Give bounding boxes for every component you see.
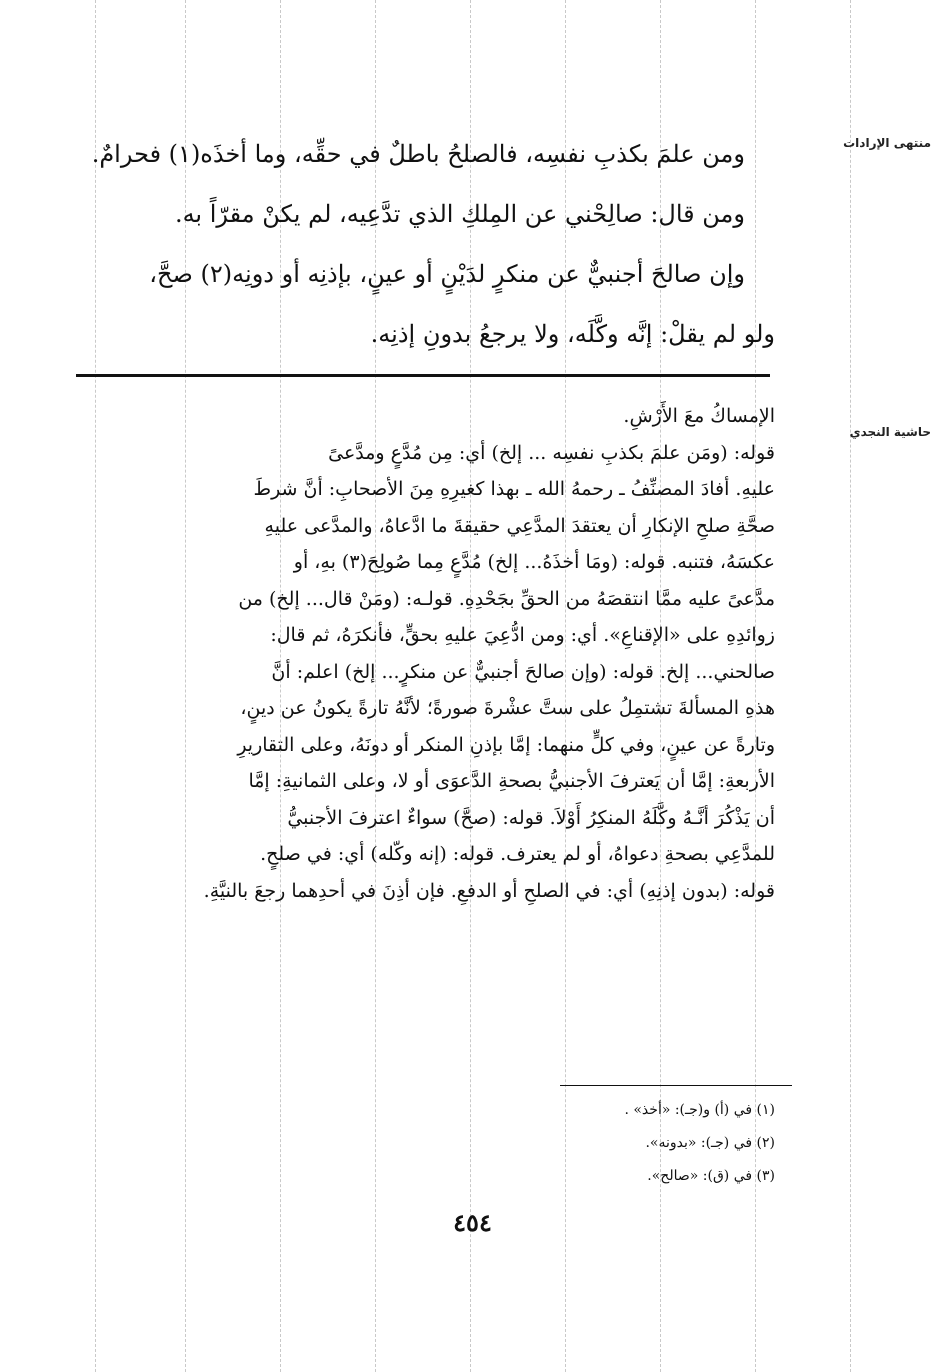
hashiya-line: قوله: (بدون إذنِهِ) أي: في الصلحِ أو الدفعِ. فإن أذِنَ في أحدِهما رجعَ بالنيَّةِ. (203, 879, 775, 902)
hashiya-line: للمدَّعِي بصحةِ دعواهُ، أو لم يعترف. قوله: (إنه وكّله) أي: في صلحٍ. (260, 843, 775, 865)
hashiya-line: الأربعةِ: إمَّا أن يَعترفَ الأجنبيُّ بصحةِ الدَّعوَى أو لا، وعلى الثمانيةِ: إمَّا (248, 770, 775, 792)
footnote: (٣) في (ق): «صالح». (647, 1168, 775, 1184)
footnote: (١) في (أ) و(جـ): «أخذ» . (624, 1102, 775, 1118)
main-text-line: ومن علمَ بكذبِ نفسِه، فالصلحُ باطلٌ في حقِّه، وما أخذَه(١) فحرامٌ. (91, 140, 745, 168)
footnote-rule (560, 1085, 792, 1086)
main-text (75, 124, 775, 364)
hashiya-line: هذهِ المسألةَ تشتمِلُ على ستَّ عشْرةَ صورةً؛ لأنَّهُ تارةً يكونُ عن دينٍ، (240, 697, 775, 719)
footnotes (75, 1094, 775, 1193)
hashiya-line: عليهِ. أفادَ المصنِّفُ ـ رحمهُ الله ـ بهذا كغيرِهِ مِنَ الأصحابِ: أنَّ شرطَ (253, 478, 775, 500)
main-text-line: وإن صالحَ أجنبيٌّ عن منكرٍ لدَيْنٍ أو عينٍ، بإذنِه أو دونِه(٢) صحَّ، (149, 260, 745, 288)
footnote: (٢) في (جـ): «بدونه». (645, 1135, 775, 1151)
hashiya-line: مدَّعىً عليه ممَّا انتقصَهُ من الحقِّ بجَحْدِهِ. قولـه: (ومَنْ قال... إلخ) من (238, 587, 775, 610)
margin-label-hashiya: حاشية النجدي (849, 425, 931, 439)
hashiya-line: وتارةً عن عينٍ، وفي كلٍّ منهما: إمَّا بإذنِ المنكر أو دونَهُ، وعلى التقاريرِ (237, 733, 775, 756)
hashiya-line: الإمساكُ معَ الأَرْشِ. (623, 405, 775, 427)
hashiya-line: قوله: (ومَن علمَ بكذبِ نفسِه ... إلخ) أي: مِن مُدَّعٍ ومدَّعىً (328, 441, 775, 464)
scan-guide-line (850, 0, 851, 1372)
hashiya-line: صحَّةِ صلحِ الإنكارِ أن يعتقدَ المدَّعِي حقيقةَ ما ادَّعاهُ، والمدَّعى عليهِ (264, 514, 775, 537)
hashiya-line: عكسَهُ، فتنبه. قوله: (ومَا أخذَهُ... إلخ) مُدَّعٍ مِما صُولِحَ(٣) بهِ، أو (293, 551, 775, 573)
hashiya-line: صالحني... إلخ. قوله: (وإن صالحَ أجنبيٌّ عن منكرٍ... إلخ) اعلم: أنَّ (271, 660, 775, 683)
main-text-line: ولو لم يقلْ: إنَّه وكَّلَه، ولا يرجعُ بدونِ إذنِه. (370, 320, 775, 348)
main-text-line: ومن قال: صالِحْني عن المِلكِ الذي تدَّعِيه، لم يكنْ مقرّاً به. (174, 200, 745, 228)
hashiya-text (75, 398, 775, 909)
hashiya-line: أن يَذْكُرَ أنَّـهُ وكَّلَهُ المنكِرُ أَوْلاَ. قوله: (صحَّ) سواءٌ اعترفَ الأجنبيُّ (287, 806, 775, 829)
section-divider (76, 374, 770, 377)
hashiya-line: زوائدِهِ على «الإقناعِ». أي: ومن ادُّعِيَ عليهِ بحقٍّ، فأنكرَهُ، ثم قال: (270, 624, 775, 646)
margin-label-matn: منتهى الإرادات (843, 136, 931, 150)
page-number: ٤٥٤ (453, 1208, 492, 1237)
